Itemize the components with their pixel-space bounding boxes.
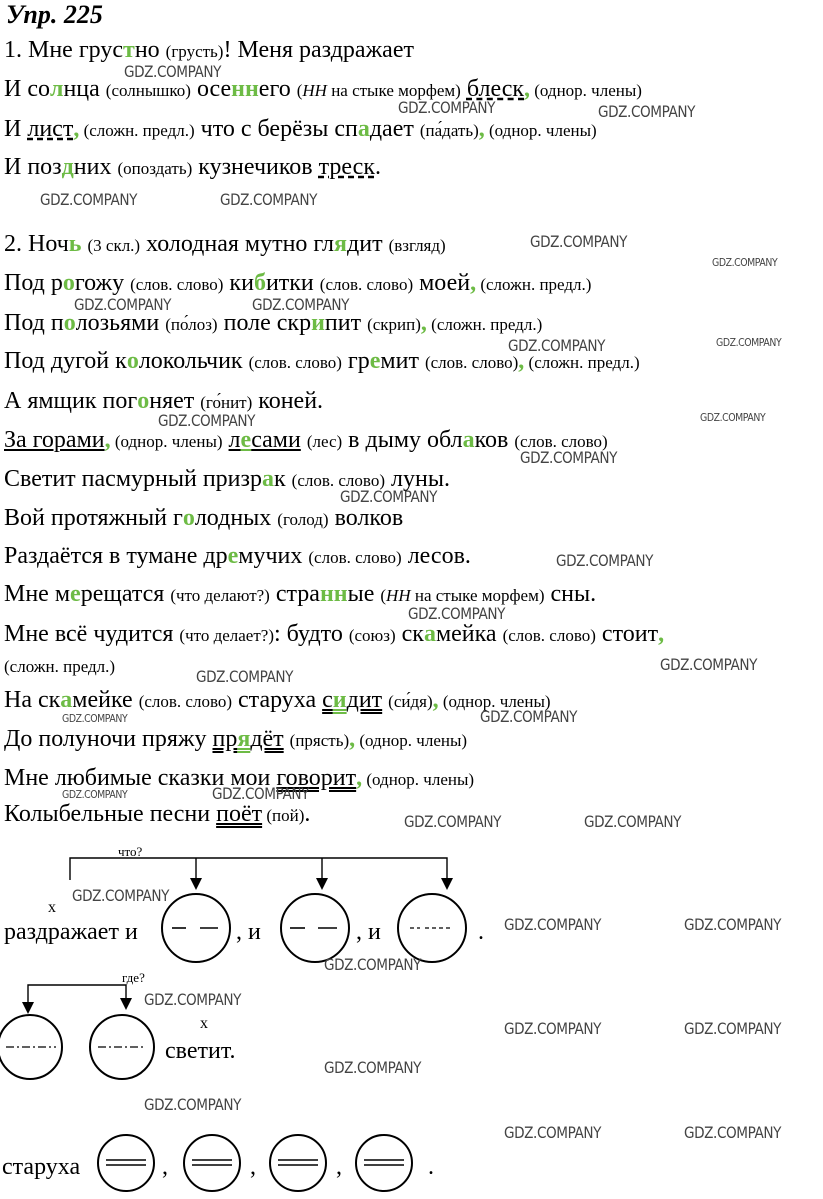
watermark-text: GDZ.COMPANY (408, 604, 506, 623)
text-segment: но (134, 37, 166, 63)
watermark-text: GDZ.COMPANY (62, 788, 128, 801)
text-segment: локольчик (138, 348, 249, 374)
text-segment: ! Меня раздражает (223, 37, 414, 63)
watermark-text: GDZ.COMPANY (712, 256, 778, 269)
watermark-text: GDZ.COMPANY (398, 98, 496, 117)
watermark-text: GDZ.COMPANY (520, 448, 618, 467)
text-segment: (сложн. предл.) (476, 275, 592, 294)
text-segment: (сложн. предл.) (524, 353, 640, 372)
text-segment: ки (223, 270, 254, 296)
text-segment: коней. (252, 388, 324, 414)
text-segment: нца (63, 76, 106, 102)
text-segment: а (357, 116, 370, 142)
watermark-text: GDZ.COMPANY (220, 190, 318, 209)
text-segment: (слов. слово) (291, 471, 385, 490)
text-segment: (взгляд) (388, 236, 446, 255)
text-segment: дёт (250, 726, 284, 752)
text-segment: нн (319, 581, 348, 607)
watermark-text: GDZ.COMPANY (556, 551, 654, 570)
svg-text:,: , (336, 1154, 342, 1180)
text-segment: д (61, 154, 74, 180)
text-segment: (слов. слово) (424, 353, 519, 372)
text-segment: , (658, 621, 665, 647)
text-segment: них (73, 154, 118, 180)
text-segment: холодная мутно гл (140, 231, 335, 257)
text-segment: (однор. члены) (355, 731, 468, 750)
watermark-text: GDZ.COMPANY (684, 915, 782, 934)
text-segment: Вой протяжный г (4, 505, 183, 531)
text-segment: (по́лоз) (165, 315, 218, 334)
text-segment: (однор. члены) (362, 770, 475, 789)
text-segment: е (70, 581, 81, 607)
text-segment: е (227, 543, 239, 569)
watermark-text: GDZ.COMPANY (584, 812, 682, 831)
text-segment: , (518, 348, 525, 374)
text-segment: ( (296, 81, 303, 100)
text-segment: Колыбельные песни (4, 801, 217, 827)
text-segment: , (432, 687, 439, 713)
watermark-text: GDZ.COMPANY (72, 886, 170, 905)
text-segment: о (62, 270, 75, 296)
text-segment: . (374, 154, 381, 180)
text-segment: о (63, 310, 76, 336)
text-segment: , (356, 765, 363, 791)
text-segment: Под дугой к (4, 348, 127, 374)
text-segment: ков (474, 427, 515, 453)
text-segment: (скрип) (367, 315, 421, 334)
text-segment: поле скр (217, 310, 312, 336)
text-segment: , (420, 310, 427, 336)
text-segment: (сложн. предл.) (426, 315, 543, 334)
text-segment: а (462, 427, 475, 453)
text-segment: пр (212, 726, 238, 752)
text-segment: (опоздать) (117, 159, 193, 178)
text-segment: ь (68, 231, 82, 257)
text-segment: На ск (4, 687, 61, 713)
text-segment: Под п (4, 310, 64, 336)
text-segment: (сложн. предл.) (4, 657, 116, 676)
text-segment: А ямщик пог (4, 388, 138, 414)
text-segment: блеск (466, 76, 525, 102)
text-segment: (однор. члены) (484, 121, 597, 140)
watermark-text: GDZ.COMPANY (480, 707, 578, 726)
text-segment: И поз (4, 154, 62, 180)
text-segment: стра (269, 581, 320, 607)
text-segment: говорит (276, 765, 357, 791)
text-segment: (однор. члены) (438, 692, 551, 711)
text-segment: (слов. слово) (502, 626, 596, 645)
text-segment: (однор. члены) (110, 432, 223, 451)
text-segment: мит (380, 348, 425, 374)
text-segment: его (258, 76, 297, 102)
text-segment: сами (251, 427, 301, 453)
text-segment: (пой) (262, 806, 305, 825)
text-segment: , (478, 116, 485, 142)
text-segment: 2. Ноч (4, 231, 69, 257)
text-segment: поёт (216, 801, 263, 827)
exercise-title: Упр. 225 (6, 0, 103, 29)
text-segment: а (262, 466, 274, 492)
watermark-text: GDZ.COMPANY (530, 232, 628, 251)
text-segment: лодных (194, 505, 278, 531)
text-segment: (3 скл.) (87, 236, 141, 255)
watermark-text: GDZ.COMPANY (508, 336, 606, 355)
text-segment: сны. (544, 581, 597, 607)
text-segment: Под р (4, 270, 63, 296)
text-segment: мейка (435, 621, 503, 647)
watermark-text: GDZ.COMPANY (684, 1123, 782, 1142)
watermark-text: GDZ.COMPANY (684, 1019, 782, 1038)
text-segment: в дыму обл (342, 427, 463, 453)
text-segment: : будто (274, 621, 349, 647)
text-segment: , (470, 270, 477, 296)
watermark-text: GDZ.COMPANY (404, 812, 502, 831)
text-segment: лист (27, 116, 74, 142)
watermark-text: GDZ.COMPANY (252, 295, 350, 314)
text-segment: о (126, 348, 139, 374)
text-segment: (лес) (306, 432, 343, 451)
text-segment: луны. (385, 466, 450, 492)
question-label: где? (122, 970, 145, 985)
svg-text:.: . (428, 1154, 434, 1180)
text-segment: к (274, 466, 292, 492)
watermark-text: GDZ.COMPANY (196, 667, 294, 686)
text-segment: треск (318, 154, 375, 180)
separator: , и (356, 919, 381, 945)
text-segment: дит (346, 687, 383, 713)
watermark-text: GDZ.COMPANY (504, 915, 602, 934)
text-segment: (слов. слово) (138, 692, 233, 711)
watermark-text: GDZ.COMPANY (212, 784, 310, 803)
text-segment: (слов. слово) (308, 548, 402, 567)
text-segment: т (123, 37, 135, 63)
watermark-text: GDZ.COMPANY (598, 102, 696, 121)
scheme-word: раздражает и (4, 919, 138, 945)
watermark-text: GDZ.COMPANY (62, 712, 128, 725)
watermark-text: GDZ.COMPANY (144, 1095, 242, 1114)
watermark-text: GDZ.COMPANY (124, 62, 222, 81)
text-segment: (си́дя) (388, 692, 433, 711)
watermark-text: GDZ.COMPANY (74, 295, 172, 314)
text-segment: лесов. (401, 543, 471, 569)
text-segment: (солнышко) (105, 81, 191, 100)
text-segment: НН (386, 586, 411, 605)
text-segment: дит (347, 231, 389, 257)
text-segment: и (311, 310, 325, 336)
text-segment: нн (231, 76, 259, 102)
watermark-text: GDZ.COMPANY (158, 411, 256, 430)
text-segment: кузнечиков (192, 154, 319, 180)
text-segment: няет (149, 388, 201, 414)
watermark-text: GDZ.COMPANY (660, 655, 758, 674)
text-segment: , (524, 76, 531, 102)
text-segment: (что делает?) (179, 626, 274, 645)
text-segment: лозьями (75, 310, 166, 336)
text-segment: на стыке морфем) (410, 586, 545, 605)
text-segment: За горами (4, 427, 105, 453)
text-segment: ые (347, 581, 381, 607)
watermark-text: GDZ.COMPANY (40, 190, 138, 209)
text-segment: б (253, 270, 266, 296)
text-segment: (слов. слово) (130, 275, 224, 294)
text-segment: рещатся (80, 581, 171, 607)
text-segment: (слов. слово) (248, 353, 342, 372)
watermark-text: GDZ.COMPANY (324, 955, 422, 974)
svg-text:.: . (478, 919, 484, 945)
text-segment: (что делают?) (170, 586, 270, 605)
text-segment: (голод) (277, 510, 329, 529)
text-segment: Раздаётся в тумане др (4, 543, 228, 569)
text-segment: (па́дать) (419, 121, 479, 140)
text-segment: что с берёзы сп (194, 116, 358, 142)
scheme-2 (0, 970, 236, 1079)
text-segment: я (334, 231, 348, 257)
watermark-text: GDZ.COMPANY (700, 411, 766, 424)
text-segment: (однор. члены) (530, 81, 642, 100)
text-segment: пит (324, 310, 368, 336)
text-segment: л (228, 427, 241, 453)
watermark-text: GDZ.COMPANY (504, 1123, 602, 1142)
text-segment: До полуночи пряжу (4, 726, 213, 752)
text-segment: (сложн. предл.) (79, 121, 195, 140)
text-segment: итки (265, 270, 320, 296)
text-segment: с (322, 687, 333, 713)
text-segment: старуха (232, 687, 323, 713)
text-segment: ( (380, 586, 387, 605)
text-segment: л (49, 76, 64, 102)
svg-text:,: , (162, 1154, 168, 1180)
text-segment: гр (341, 348, 370, 374)
question-label: что? (118, 844, 143, 859)
text-segment: . (304, 801, 311, 827)
text-segment: дает (369, 116, 420, 142)
text-segment: ск (395, 621, 424, 647)
text-segment: а (60, 687, 73, 713)
text-segment: моей (413, 270, 471, 296)
text-segment: (го́нит) (200, 393, 253, 412)
text-segment: о (182, 505, 195, 531)
text-segment: осе (190, 76, 232, 102)
x-mark: x (48, 899, 56, 916)
scheme-word: светит. (165, 1038, 236, 1064)
text-segment: (слов. слово) (514, 432, 608, 451)
text-segment: 1. Мне грус (4, 37, 124, 63)
text-segment: Мне любимые сказки мои (4, 765, 277, 791)
scheme-3 (2, 1135, 434, 1191)
watermark-text: GDZ.COMPANY (504, 1019, 602, 1038)
text-segment: , (104, 427, 111, 453)
text-segment: Мне м (4, 581, 71, 607)
svg-text:x: x (200, 1015, 208, 1032)
text-segment: а (423, 621, 436, 647)
text-segment: , (349, 726, 356, 752)
text-segment: , (73, 116, 80, 142)
svg-text:,: , (250, 1154, 256, 1180)
text-segment: гожу (74, 270, 131, 296)
text-segment: (слов. слово) (319, 275, 414, 294)
text-segment: (прясть) (289, 731, 350, 750)
separator: , и (236, 919, 261, 945)
text-segment: е (240, 427, 252, 453)
text-segment: на стыке морфем) (326, 81, 461, 100)
watermark-text: GDZ.COMPANY (716, 336, 782, 349)
text-segment: (грусть) (165, 42, 224, 61)
text-segment: мучих (238, 543, 309, 569)
watermark-text: GDZ.COMPANY (340, 487, 438, 506)
text-segment: е (369, 348, 381, 374)
text-segment: я (237, 726, 251, 752)
text-segment: НН (302, 81, 327, 100)
text-segment: И (4, 116, 28, 142)
text-segment: (союз) (348, 626, 396, 645)
text-segment: Мне всё чудится (4, 621, 180, 647)
text-segment: стоит (595, 621, 659, 647)
text-segment: о (137, 388, 150, 414)
text-segment: и (332, 687, 347, 713)
text-segment: мейке (72, 687, 139, 713)
watermark-text: GDZ.COMPANY (144, 990, 242, 1009)
text-segment: Светит пасмурный призр (4, 466, 262, 492)
watermark-text: GDZ.COMPANY (324, 1058, 422, 1077)
text-segment: волков (328, 505, 404, 531)
scheme-word: старуха (2, 1154, 81, 1180)
text-segment: И со (4, 76, 50, 102)
